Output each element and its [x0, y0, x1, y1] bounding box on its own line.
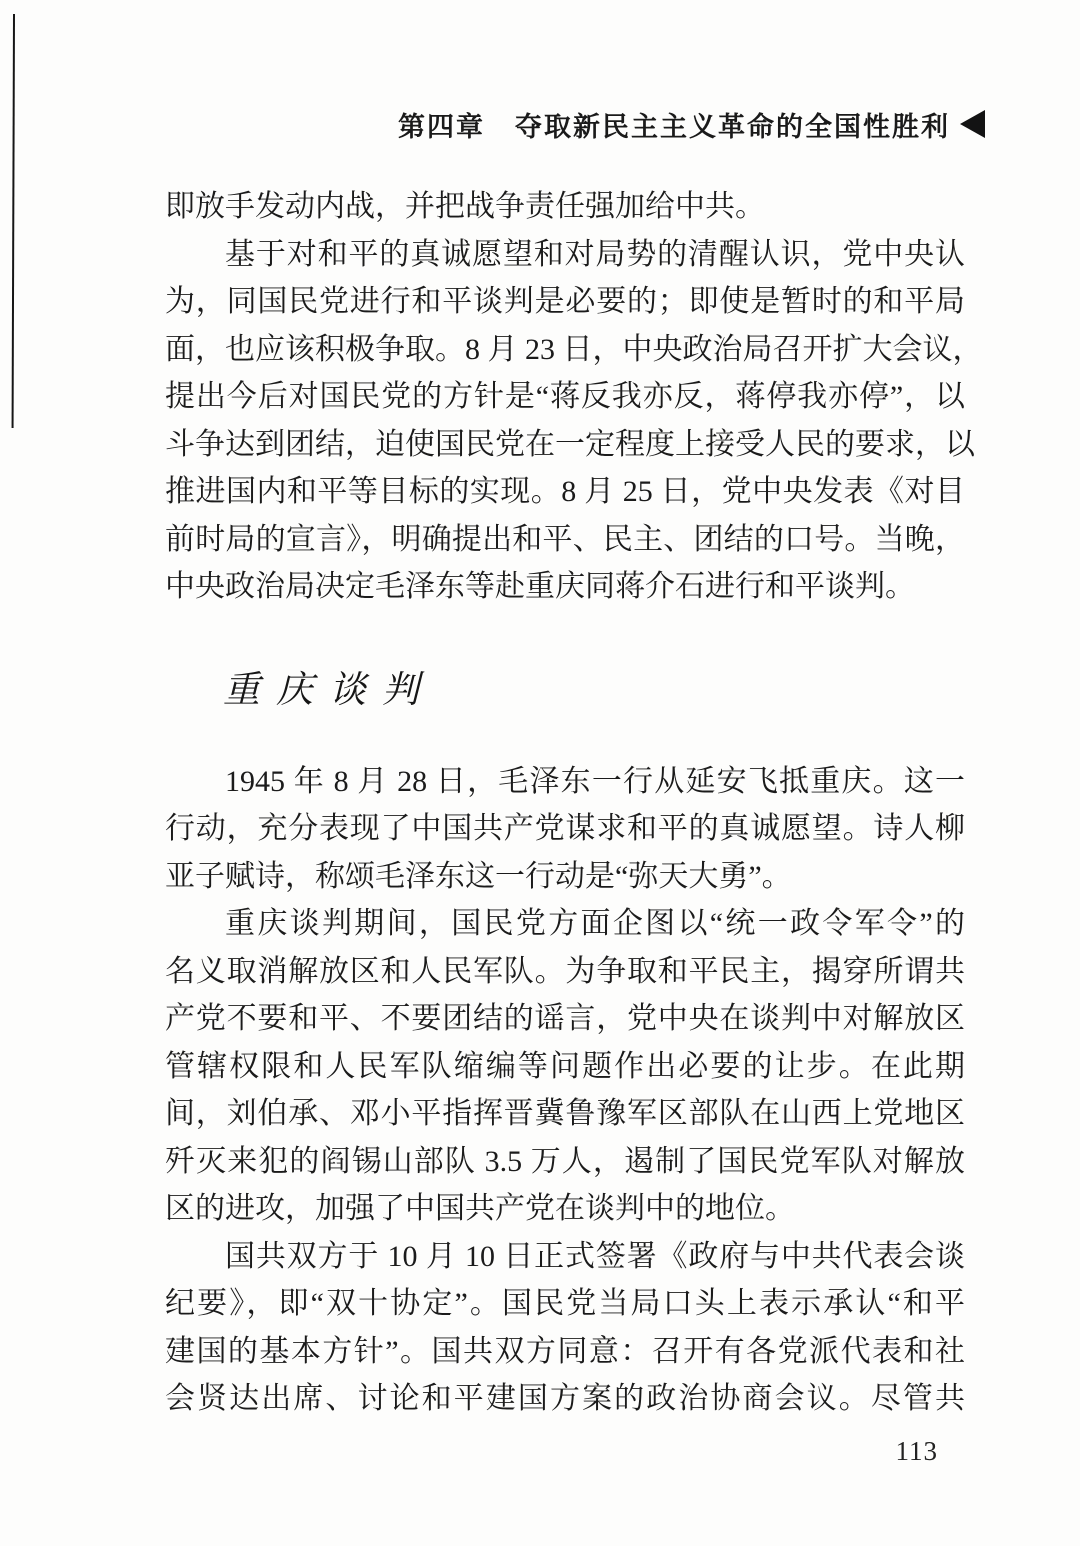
text-line: 前时局的宣言》，明确提出和平、民主、团结的口号。当晚，: [165, 522, 965, 556]
paragraph: [165, 1233, 965, 1423]
text-line: 间，刘伯承、邓小平指挥晋冀鲁豫军区部队在山西上党地区: [165, 1097, 965, 1130]
text-line: 斗争达到团结，迫使国民党在一定程度上接受人民的要求，以: [165, 427, 975, 461]
text-line: 亚子赋诗，称颂毛泽东这一行动是“弥天大勇”。: [165, 859, 792, 893]
paragraph: [165, 900, 965, 1233]
content: [165, 183, 983, 1423]
text-line: 建国的基本方针”。国共双方同意：召开有各党派代表和社: [165, 1334, 965, 1368]
text-line: 会贤达出席、讨论和平建国方案的政治协商会议。尽管共: [165, 1382, 965, 1415]
text-line: 面，也应该积极争取。8 月 23 日，中央政治局召开扩大会议，: [165, 332, 983, 366]
chapter-label: 第四章: [398, 111, 485, 142]
text-line: 歼灭来犯的阎锡山部队 3.5 万人，遏制了国民党军队对解放: [165, 1144, 965, 1178]
text-line: 提出今后对国民党的方针是“蒋反我亦反，蒋停我亦停”，以: [165, 380, 965, 413]
page-number: 113: [895, 1436, 938, 1466]
left-triangle-icon: [960, 110, 985, 138]
text-line: 基于对和平的真诚愿望和对局势的清醒认识，党中央认: [225, 237, 965, 271]
text-line: 管辖权限和人民军队缩编等问题作出必要的让步。在此期: [165, 1049, 965, 1083]
text-line: 1945 年 8 月 28 日，毛泽东一行从延安飞抵重庆。这一: [225, 764, 965, 798]
paragraph: [165, 183, 965, 231]
text-line: 国共双方于 10 月 10 日正式签署《政府与中共代表会谈: [225, 1239, 965, 1273]
text-line: 行动，充分表现了中国共产党谋求和平的真诚愿望。诗人柳: [165, 812, 965, 845]
running-head: [398, 104, 985, 144]
text-line: 即放手发动内战，并把战争责任强加给中共。: [165, 190, 765, 223]
paragraph: [165, 758, 965, 901]
text-line: 纪要》，即“双十协定”。国民党当局口头上表示承认“和平: [165, 1287, 965, 1320]
section-heading: 重庆谈判: [223, 669, 435, 711]
text-line: 为，同国民党进行和平谈判是必要的；即使是暂时的和平局: [165, 285, 965, 318]
text-line: 产党不要和平、不要团结的谣言，党中央在谈判中对解放区: [165, 1002, 965, 1035]
text-line: 重庆谈判期间，国民党方面企图以“统一政令军令”的: [225, 907, 965, 940]
text-line: 区的进攻，加强了中国共产党在谈判中的地位。: [165, 1192, 795, 1225]
text-line: 推进国内和平等目标的实现。8 月 25 日，党中央发表《对目: [165, 475, 965, 508]
text-line: 名义取消解放区和人民军队。为争取和平民主，揭穿所谓共: [165, 954, 965, 988]
paragraph: [165, 231, 983, 611]
text-line: 中央政治局决定毛泽东等赴重庆同蒋介石进行和平谈判。: [165, 570, 915, 603]
left-margin-rule: [12, 14, 15, 428]
chapter-title: 夺取新民主主义革命的全国性胜利: [515, 111, 950, 142]
